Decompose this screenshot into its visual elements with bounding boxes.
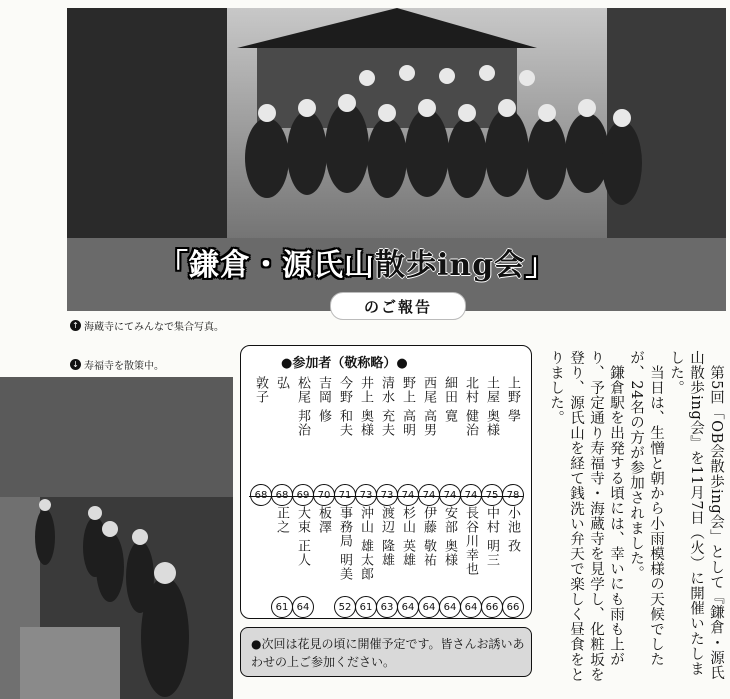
report-subtitle-text: のご報告 <box>363 297 432 316</box>
participant-name: 北村 健治 <box>463 376 478 438</box>
participant-age-badge: 74 <box>418 484 440 506</box>
participant-name: 西尾 高男 <box>421 376 436 438</box>
participant-age-badge: 63 <box>376 596 398 618</box>
participant-age-badge: 74 <box>439 484 461 506</box>
title-quote-open: 「 <box>158 248 189 283</box>
participant-name: 弘 <box>274 376 289 390</box>
participant-entry <box>314 506 333 620</box>
participant-name: 吉岡 修 <box>316 376 331 424</box>
participant-entry <box>461 506 480 620</box>
participant-age-badge: 78 <box>502 484 524 506</box>
participant-name: 井上 奥様 <box>358 376 373 438</box>
arrow-up-icon: ↑ <box>70 320 81 331</box>
participant-age-badge: 64 <box>460 596 482 618</box>
participant-entry <box>293 506 312 620</box>
participant-name: 敦子 <box>253 376 268 404</box>
walk-photo-image <box>0 377 233 699</box>
article-paragraph: 鎌倉駅を出発する頃には、幸いにも雨も上がり、予定通り寿福寺・海蔵寺を見学し、化粧坂を登り、源氏山を経て銭洗い弁天で楽しく昼食をとりました。 <box>548 350 624 683</box>
participant-name: 今野 和夫 <box>337 376 352 438</box>
participant-name: 松尾 邦治 <box>295 376 310 438</box>
walk-photo-caption-text: 寿福寺を散策中。 <box>84 361 164 372</box>
participant-age-badge: 64 <box>397 596 419 618</box>
arrow-down-icon: ↓ <box>70 359 81 370</box>
participant-age-badge: 71 <box>334 484 356 506</box>
participant-name: 大束 正人 <box>295 506 310 568</box>
participant-age-badge: 64 <box>292 596 314 618</box>
participant-entry <box>335 506 354 620</box>
walk-photo-caption <box>70 357 164 372</box>
report-title <box>158 240 556 284</box>
participant-entry <box>440 376 459 508</box>
participant-age-badge: 66 <box>502 596 524 618</box>
participant-age-badge: 74 <box>397 484 419 506</box>
walk-photo <box>0 377 233 699</box>
participant-entry <box>377 376 396 508</box>
participant-entry <box>419 506 438 620</box>
participant-age-badge: 68 <box>271 484 293 506</box>
participant-name: 渡辺 隆雄 <box>379 506 394 568</box>
participant-name: 清水 充夫 <box>379 376 394 438</box>
participant-age-badge: 68 <box>250 484 272 506</box>
participant-entry <box>293 376 312 508</box>
participant-entry <box>314 376 333 508</box>
participant-name: 伊藤 敬祐 <box>421 506 436 568</box>
participant-name: 長谷川幸也 <box>463 506 478 576</box>
participant-entry <box>398 506 417 620</box>
next-event-notice <box>240 627 532 677</box>
participant-name: 上野 學 <box>505 376 520 424</box>
next-event-notice-text: ●次回は花見の頃に開催予定です。皆さんお誘いあわせの上ご参加ください。 <box>251 637 525 669</box>
participant-age-badge: 64 <box>439 596 461 618</box>
participant-entry <box>482 506 501 620</box>
participant-entry <box>440 506 459 620</box>
participant-age-badge: 66 <box>481 596 503 618</box>
participant-entry <box>377 506 396 620</box>
participant-entry <box>398 376 417 508</box>
participant-name: 細田 寛 <box>442 376 457 424</box>
participant-age-badge: 74 <box>460 484 482 506</box>
title-quote-close: 」 <box>525 248 557 283</box>
participants-divider <box>249 496 523 497</box>
participant-entry <box>419 376 438 508</box>
article-body <box>540 350 726 690</box>
participant-age-badge: 70 <box>313 484 335 506</box>
participant-entry <box>272 376 291 508</box>
participant-age-badge: 61 <box>271 596 293 618</box>
group-photo-caption <box>70 318 224 333</box>
participant-age-badge: 73 <box>376 484 398 506</box>
participant-name: 板澤 <box>316 506 331 534</box>
participant-entry <box>503 506 522 620</box>
participant-name: 杉山 英雄 <box>400 506 415 568</box>
participant-entry <box>356 506 375 620</box>
participant-name: 事務局 明美 <box>337 506 352 582</box>
group-photo-caption-text: 海蔵寺にてみんなで集合写真。 <box>84 322 224 333</box>
participant-age-badge: 61 <box>355 596 377 618</box>
participant-name: 土屋 奥様 <box>484 376 499 438</box>
participant-name: 沖山 雄太郎 <box>358 506 373 582</box>
participant-age-badge: 69 <box>292 484 314 506</box>
participant-entry <box>335 376 354 508</box>
report-subtitle <box>330 292 466 320</box>
participant-age-badge: 73 <box>355 484 377 506</box>
title-part2: 散歩ing会 <box>375 248 526 283</box>
participant-entry <box>461 376 480 508</box>
participant-age-badge: 52 <box>334 596 356 618</box>
participant-entry <box>251 376 270 508</box>
participant-entry <box>482 376 501 508</box>
participant-entry <box>503 376 522 508</box>
participant-age-badge: 64 <box>418 596 440 618</box>
title-part1: 鎌倉・源氏山 <box>189 248 375 283</box>
participant-name: 正之 <box>274 506 289 534</box>
participants-title: ●参加者（敬称略）● <box>281 356 408 371</box>
participant-name: 安部 奥様 <box>442 506 457 568</box>
participant-entry <box>356 376 375 508</box>
participant-name: 中村 明三 <box>484 506 499 568</box>
participant-name: 野上 高明 <box>400 376 415 438</box>
participant-entry <box>272 506 291 620</box>
article-paragraph: 当日は、生憎と朝から小雨模様の天候でしたが、24名の方が参加されました。 <box>628 350 664 667</box>
participants-box <box>240 345 532 619</box>
participant-name: 小池 孜 <box>505 506 520 554</box>
article-paragraph: 第5回「OB会散歩ing会」として『鎌倉・源氏山散歩ing会』を11月7日（火）に開催いたしました。 <box>668 350 724 680</box>
participant-age-badge: 75 <box>481 484 503 506</box>
